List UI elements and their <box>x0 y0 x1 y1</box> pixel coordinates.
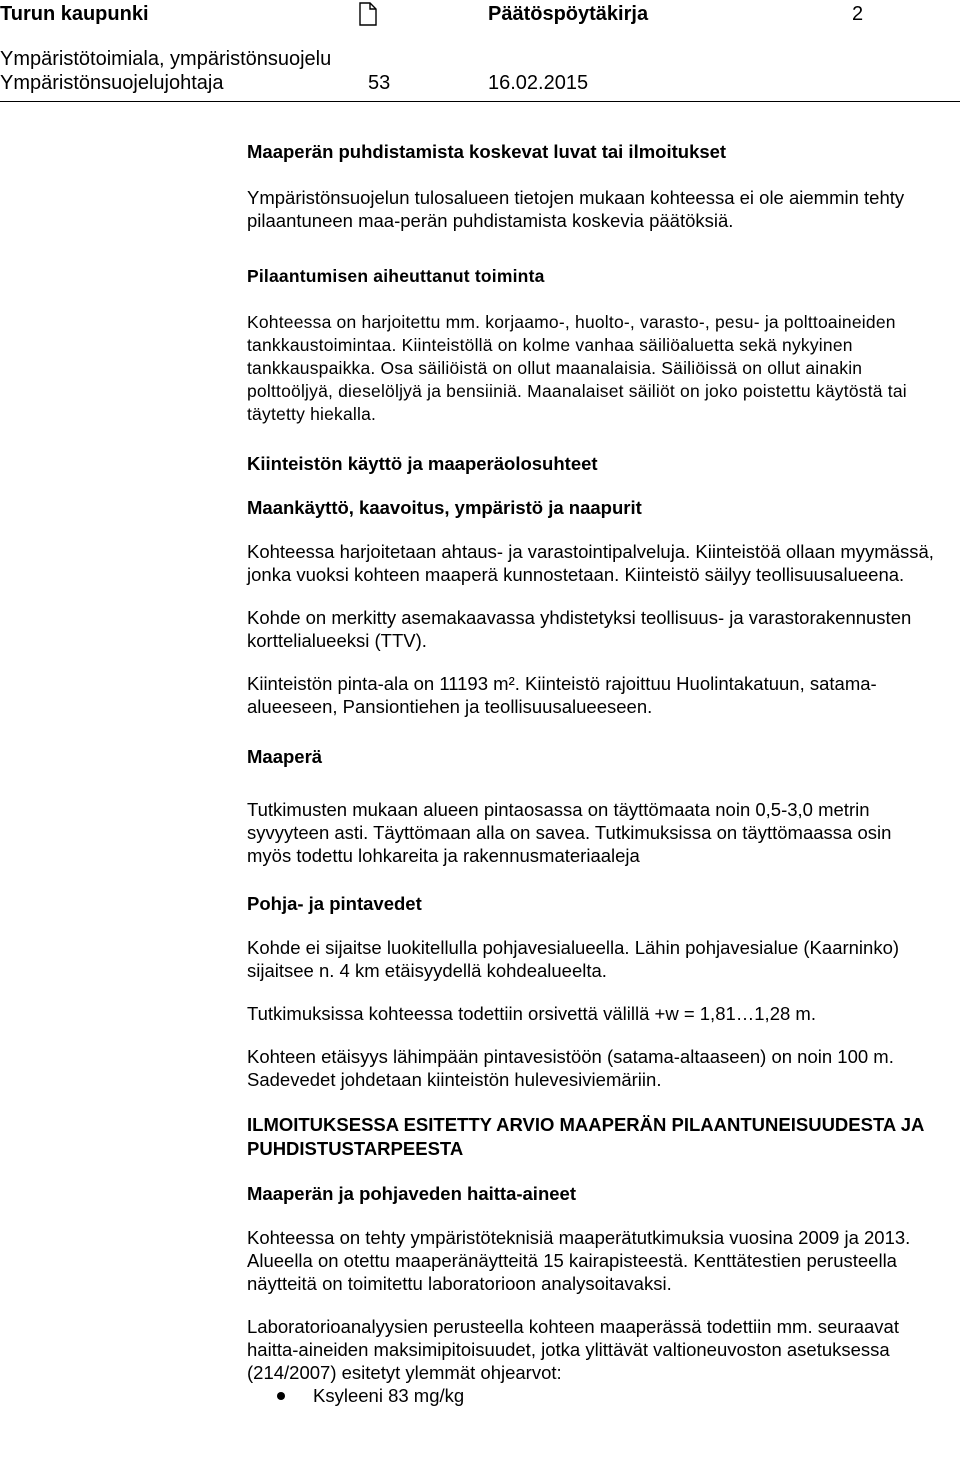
section-number: 53 <box>368 72 391 94</box>
header-divider <box>0 101 960 102</box>
document-type: Päätöspöytäkirja <box>488 3 649 25</box>
meeting-date: 16.02.2015 <box>488 72 589 94</box>
paragraph: Tutkimuksissa kohteessa todettiin orsivettä välillä +w = 1,81…1,28 m. <box>247 1003 816 1024</box>
paragraph: Kohteessa on tehty ympäristöteknisiä maaperätutkimuksia vuosina 2009 ja 2013. Alueella on otettu maaperänäytteitä 15 kairapisteestä. Kenttätestien perusteella näytteitä on toimitettu laboratorioon analysoitavaksi. <box>247 1227 911 1294</box>
official-title: Ympäristönsuojelujohtaja <box>0 72 224 94</box>
page-number: 2 <box>852 3 864 25</box>
document-body <box>247 140 937 1407</box>
paragraph: Ympäristönsuojelun tulosalueen tietojen mukaan kohteessa ei ole aiemmin tehty pilaantuneen maa-perän puhdistamista koskevia päätöksiä. <box>247 187 905 231</box>
section-heading: Maankäyttö, kaavoitus, ympäristö ja naapurit <box>247 497 642 518</box>
document-icon <box>358 2 378 26</box>
paragraph: Kohteessa harjoitetaan ahtaus- ja varastointipalveluja. Kiinteistöä ollaan myymässä, jonka vuoksi kohteen maaperä kunnostetaan. Kiinteistö säilyy teollisuusalueena. <box>247 541 934 585</box>
section-heading: Pohja- ja pintavedet <box>247 893 422 914</box>
paragraph: Kohde on merkitty asemakaavassa yhdistetyksi teollisuus- ja varastorakennusten korttelialueeksi (TTV). <box>247 607 912 651</box>
section-heading: Maaperän ja pohjaveden haitta-aineet <box>247 1183 576 1204</box>
section-heading: Maaperän puhdistamista koskevat luvat tai ilmoitukset <box>247 141 727 162</box>
paragraph: Kohteen etäisyys lähimpään pintavesistöön (satama-altaaseen) on noin 100 m. Sadevedet johdetaan kiinteistön hulevesiviemäriin. <box>247 1046 894 1090</box>
paragraph: Kiinteistön pinta-ala on 11193 m². Kiinteistö rajoittuu Huolintakatuun, satama-alueeseen, Pansiontiehen ja teollisuusalueeseen. <box>247 673 877 717</box>
bullet-icon <box>277 1392 285 1400</box>
org-name: Turun kaupunki <box>0 3 149 25</box>
paragraph: Kohteessa on harjoitettu mm. korjaamo-, huolto-, varasto-, pesu- ja polttoaineiden tankkaustoimintaa. Kiinteistöllä on kolme vanhaa säiliöaluetta sekä nykyinen tankkauspaikka. Osa säiliöistä on ollut maanalaisia. Säiliöissä on ollut ainakin polttoöljyä, dieselöljyä ja bensiiniä. Maanalaiset säiliöt on joko poistettu käytöstä tai täytetty hiekalla. <box>247 312 907 424</box>
bullet-list <box>0 1384 937 1407</box>
department: Ympäristötoimiala, ympäristönsuojelu <box>0 48 332 70</box>
paragraph: Kohde ei sijaitse luokitellulla pohjavesialueella. Lähin pohjavesialue (Kaarninko) sijaitsee n. 4 km etäisyydellä kohdealueelta. <box>247 937 900 981</box>
section-heading: Maaperä <box>247 746 323 767</box>
bullet-text: Ksyleeni 83 mg/kg <box>313 1385 465 1406</box>
paragraph: Tutkimusten mukaan alueen pintaosassa on täyttömaata noin 0,5-3,0 metrin syvyyteen asti. Täyttömaan alla on savea. Tutkimuksissa on täyttömaassa osin myös todettu lohkareita ja rakennusmateriaaleja <box>247 799 892 866</box>
section-heading: Pilaantumisen aiheuttanut toiminta <box>247 266 545 286</box>
section-heading: Kiinteistön käyttö ja maaperäolosuhteet <box>247 453 598 474</box>
bullet-item <box>0 1384 937 1407</box>
paragraph: Laboratorioanalyysien perusteella kohteen maaperässä todettiin mm. seuraavat haitta-aineiden maksimipitoisuudet, jotka ylittävät valtioneuvoston asetuksessa (214/2007) esitetyt ylemmät ohjearvot: <box>247 1316 899 1383</box>
section-heading: ILMOITUKSESSA ESITETTY ARVIO MAAPERÄN PILAANTUNEISUUDESTA JA PUHDISTUSTARPEESTA <box>247 1114 924 1159</box>
